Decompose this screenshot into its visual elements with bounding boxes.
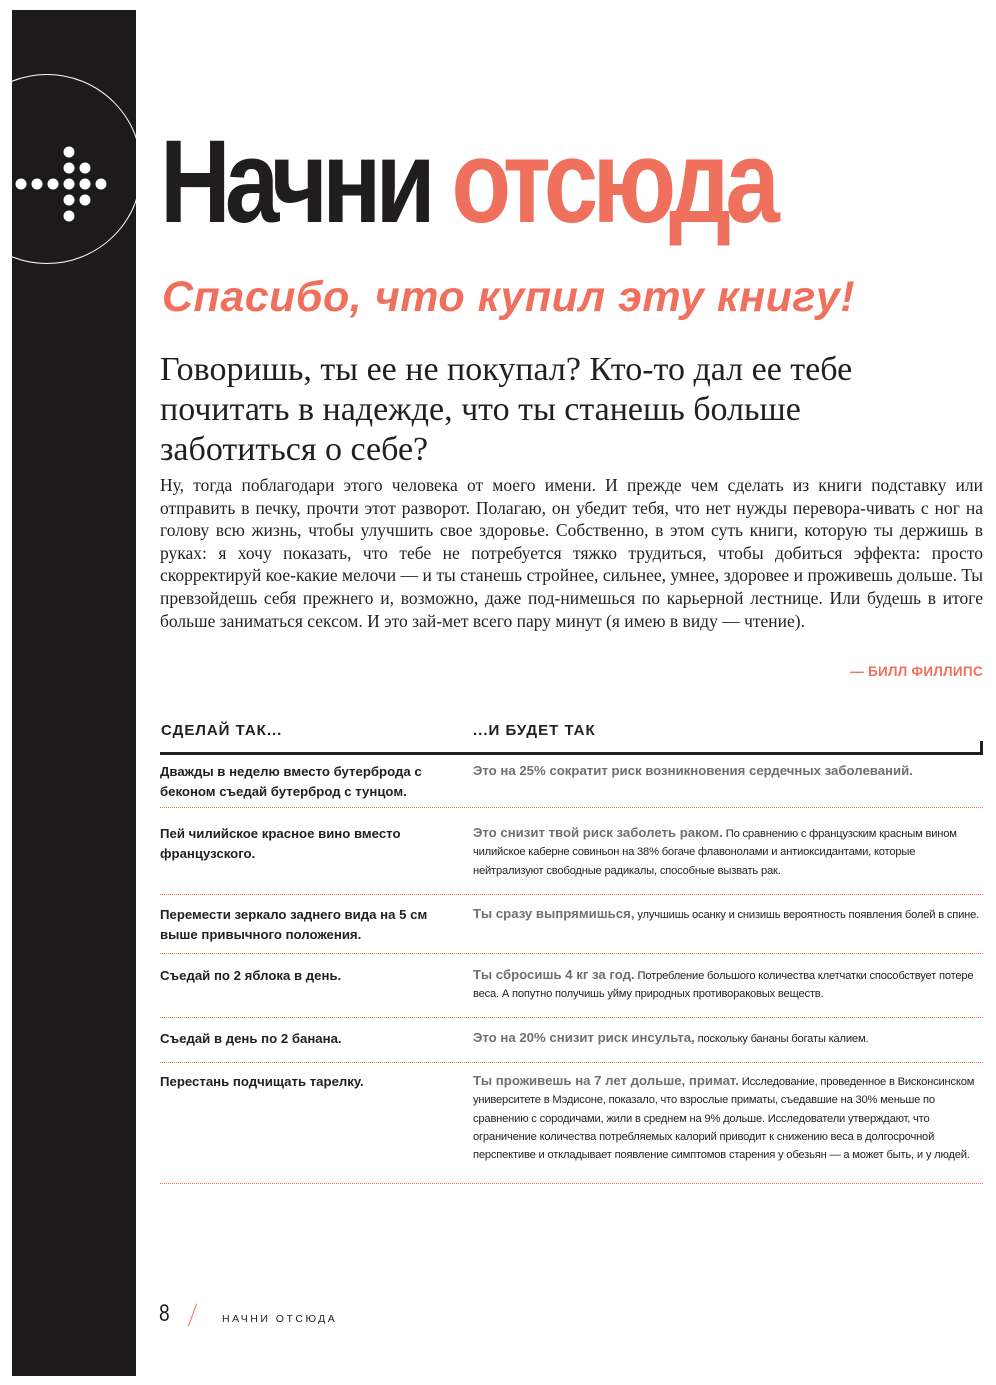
row-action: Дважды в неделю вместо бутерброда с беконом съедай бутерброд с тунцом. (160, 764, 422, 799)
table-header-right: ...И БУДЕТ ТАК (473, 722, 596, 739)
title-word-black: Начни (160, 116, 430, 248)
row-action: Перестань подчищать тарелку. (160, 1074, 364, 1089)
row-result (473, 1072, 983, 1164)
row-result-key: Это на 25% сократит риск возникновения сердечных заболеваний. (473, 763, 913, 778)
black-side-bar (12, 10, 136, 1376)
body-paragraph: Ну, тогда поблагодари этого человека от моего имени. И прежде чем сделать из книги подставку или отправить в печку, прочти этот разворот. Полагаю, он убедит тебя, что нет нужды перевора-чивать с ног на голову всю жизнь, чтобы улучшить свое здоровье. Собственно, в этом суть книги, которую ты держишь в руках: я хочу показать, что тебе не потребуется тяжко трудиться, чтобы добиться эффекта: просто скорректируй кое-какие мелочи — и ты станешь стройнее, сильнее, умнее, здоровее и проживешь дольше. Ты превзойдешь себя прежнего и, возможно, даже под-нимешься по карьерной лестнице. Или будешь в итоге больше заниматься сексом. И это зай-мет всего пару минут (я имею в виду — чтение). (160, 475, 983, 631)
row-result-text: По сравнению с французским красным вином чилийское каберне совиньон на 38% богаче флавонолами и антиоксидантами, которые нейтрализуют свободные радикалы, способные вызвать рак. (473, 828, 957, 877)
row-result-key: Это на 20% снизит риск инсульта, (473, 1030, 695, 1045)
page-title (160, 112, 849, 252)
row-action: Съедай в день по 2 банана. (160, 1031, 342, 1046)
author-signature: — БИЛЛ ФИЛЛИПС (850, 664, 983, 679)
row-result (473, 762, 983, 781)
title-word-accent: отсюда (451, 116, 775, 248)
row-result (473, 824, 983, 880)
row-result-text: улучшишь осанку и снизишь вероятность появления болей в спине. (634, 909, 980, 921)
running-head: НАЧНИ ОТСЮДА (222, 1313, 338, 1325)
row-divider (160, 894, 983, 895)
footer-slash (188, 1304, 197, 1327)
row-action: Перемести зеркало заднего вида на 5 см выше привычного положения. (160, 907, 428, 942)
table-header-rule (160, 752, 983, 755)
row-result-text: поскольку бананы богаты калием. (694, 1033, 869, 1045)
table-header-left: СДЕЛАЙ ТАК... (161, 722, 283, 739)
row-action: Съедай по 2 яблока в день. (160, 968, 342, 983)
row-divider (160, 1062, 983, 1063)
row-result-key: Ты проживешь на 7 лет дольше, примат. (473, 1073, 739, 1088)
row-result (473, 905, 983, 924)
row-result-key: Ты сразу выпрямишься, (473, 906, 635, 921)
row-action: Пей чилийское красное вино вместо французского. (160, 826, 401, 861)
header-rule-tick (980, 741, 983, 755)
row-result-text: Потребление большого количества клетчатки способствует потере веса. А попутно получишь уйму природных противораковых веществ. (473, 970, 974, 1001)
row-result-key: Ты сбросишь 4 кг за год. (473, 967, 635, 982)
page-number: 8 (159, 1300, 170, 1327)
row-result-text: Исследование, проведенное в Висконсинском университете в Мэдисоне, показало, что взрослые приматы, съедавшие на 30% меньше по сравнению с сородичами, жили в среднем на 9% дольше. Исследователи утверждают, что ограничение количества потребляемых калорий приводит к снижению веса в долгосрочной перспективе и откладывает появление симптомов старения у обезьян — а может быть, и у людей. (473, 1076, 975, 1162)
dotted-arrow-icon (12, 10, 136, 270)
row-divider (160, 1183, 983, 1184)
row-result-key: Это снизит твой риск заболеть раком. (473, 825, 723, 840)
row-divider (160, 953, 983, 954)
subtitle: Спасибо, что купил эту книгу! (162, 273, 856, 321)
row-divider (160, 1017, 983, 1018)
row-result (473, 966, 983, 1004)
row-divider (160, 807, 983, 808)
row-result (473, 1029, 983, 1048)
lead-paragraph: Говоришь, ты ее не покупал? Кто-то дал ее тебе почитать в надежде, что ты станешь больше заботиться о себе? (160, 351, 853, 468)
